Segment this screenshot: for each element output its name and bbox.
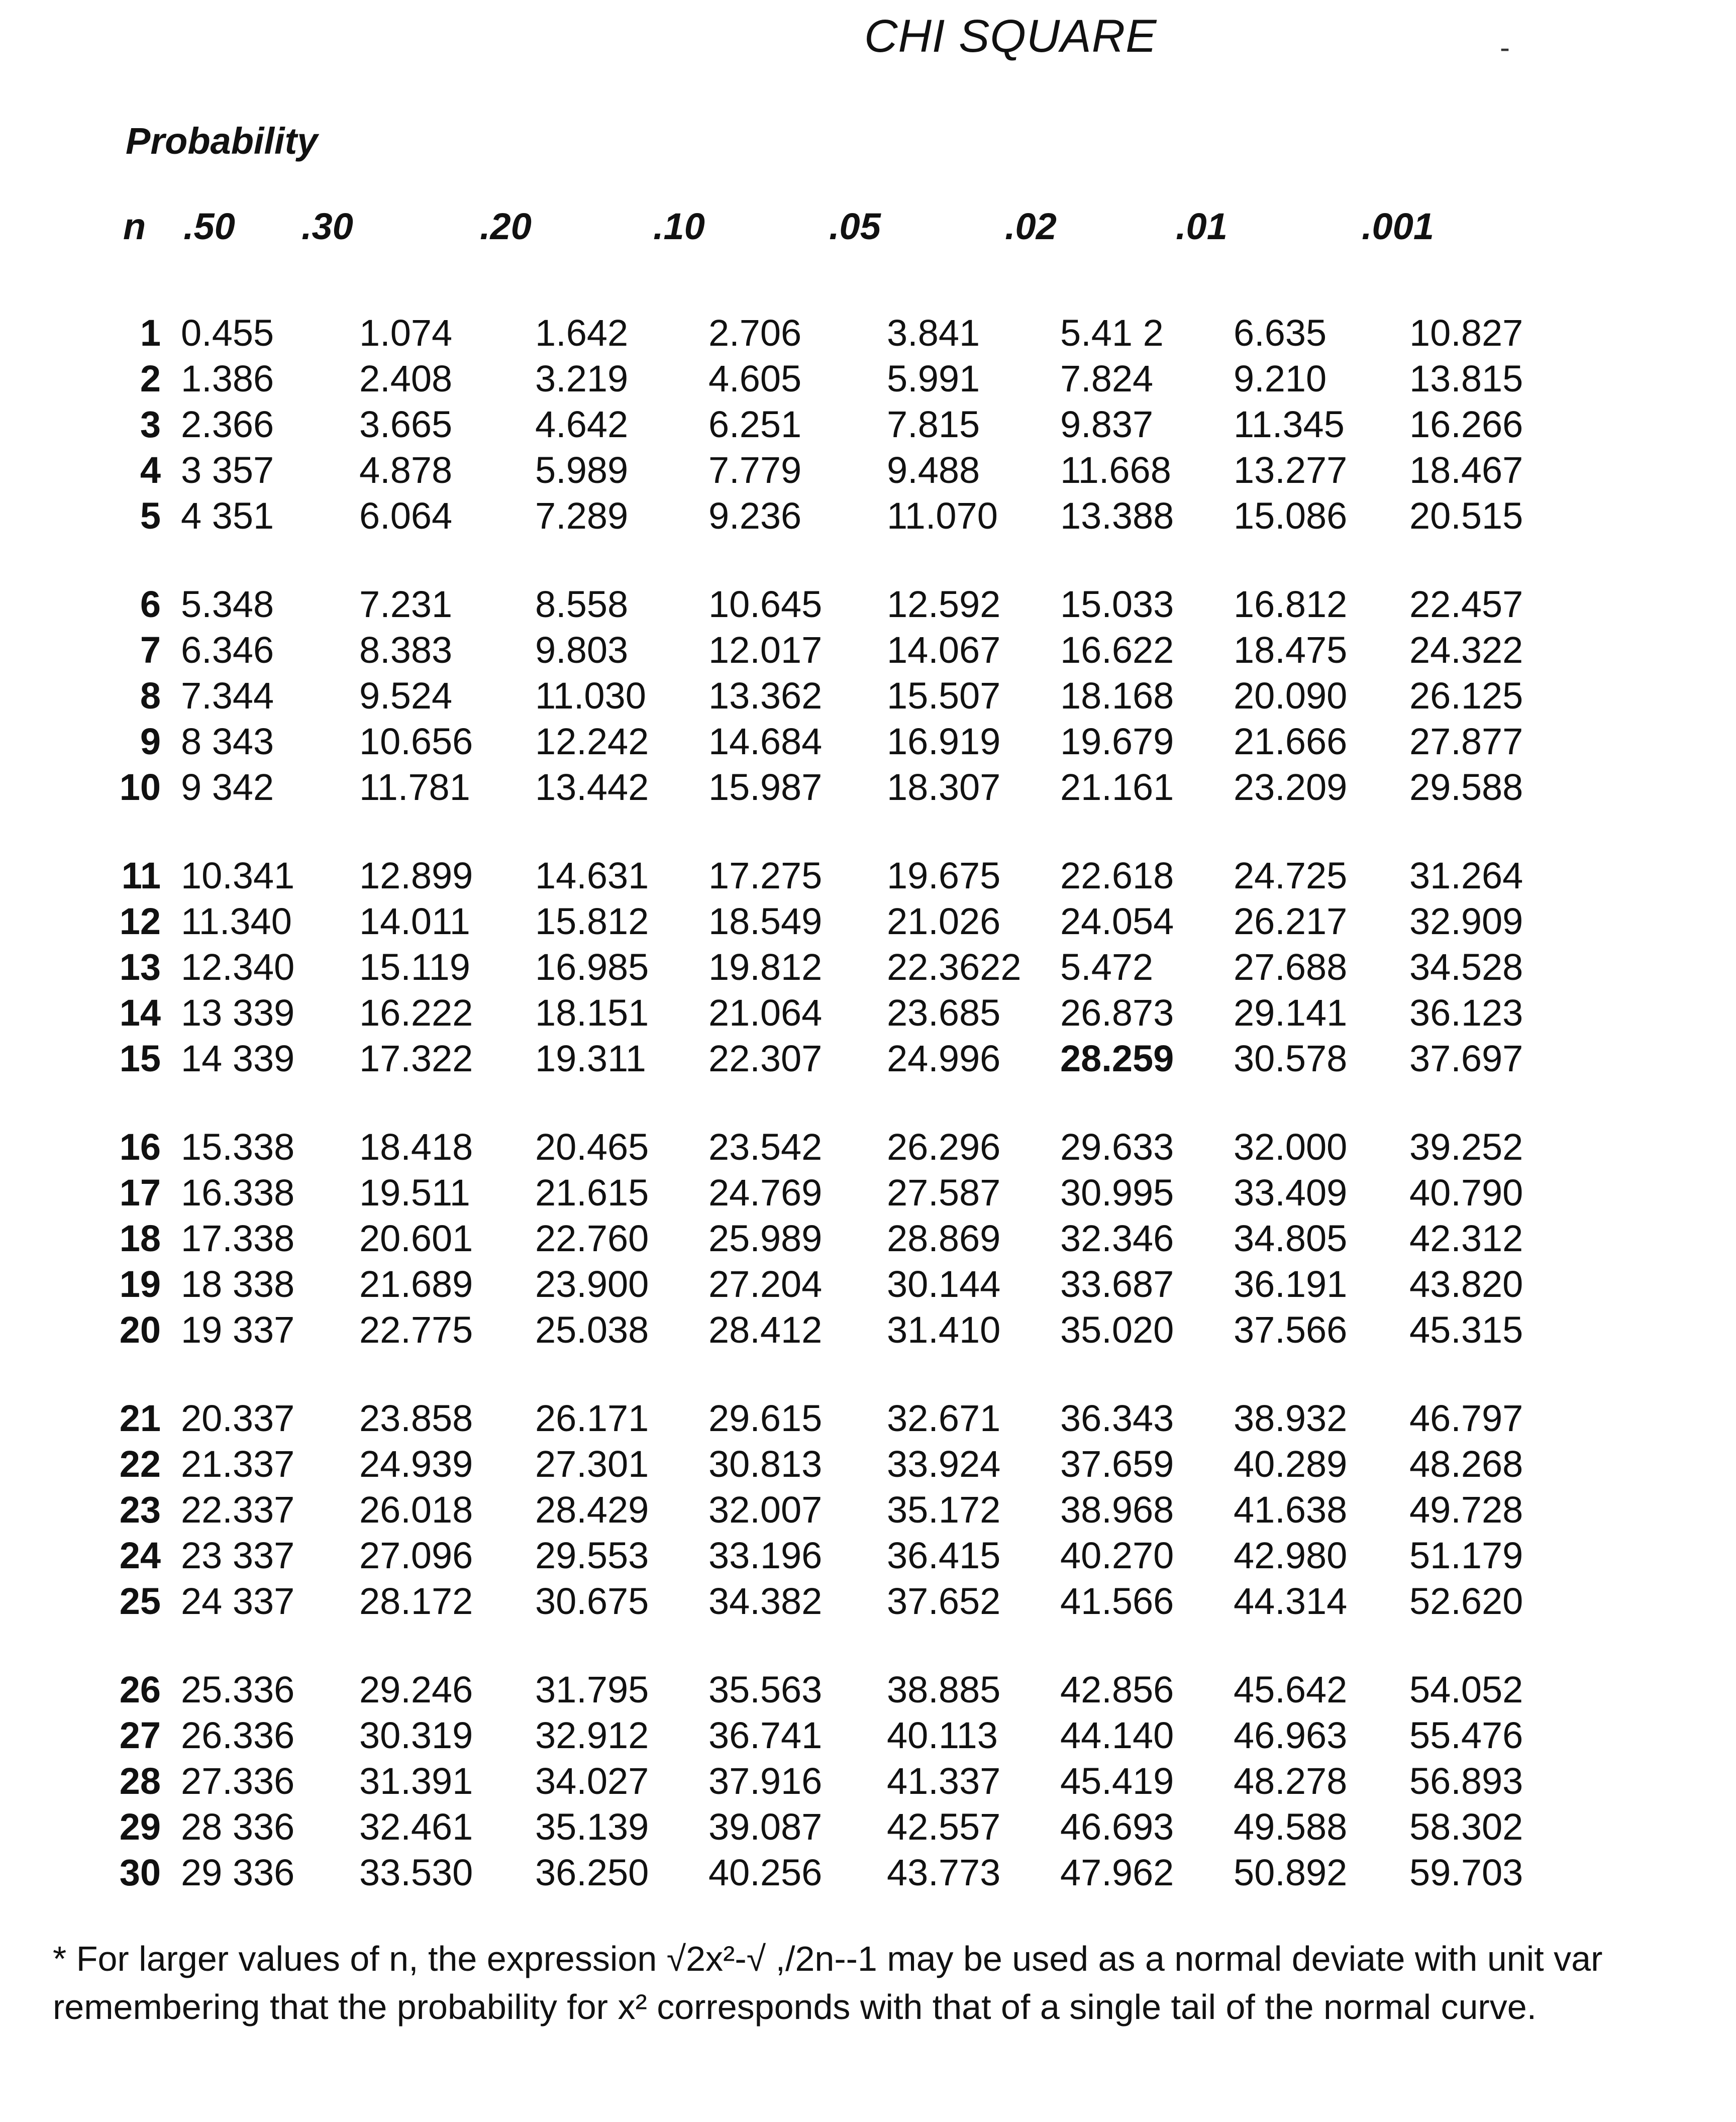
table-cell: 38.968: [1060, 1489, 1174, 1531]
footnote: [53, 1935, 1602, 2031]
table-cell: 11.668: [1060, 449, 1171, 491]
table-cell: 33.409: [1234, 1172, 1348, 1214]
table-cell: 36.741: [708, 1714, 823, 1756]
row-number: 9: [140, 721, 161, 762]
table-cell: 26.018: [359, 1489, 473, 1531]
table-cell: 44.140: [1060, 1714, 1174, 1756]
table-cell: 16.919: [887, 721, 1001, 762]
row-number: 13: [119, 946, 161, 988]
table-cell: 36.123: [1409, 992, 1523, 1034]
table-cell: 36.343: [1060, 1397, 1174, 1439]
table-cell: 20.465: [535, 1126, 649, 1168]
row-number: 19: [119, 1263, 161, 1305]
table-cell: 22.337: [181, 1489, 295, 1531]
table-cell: 30.578: [1234, 1038, 1348, 1079]
table-cell: 12.340: [181, 946, 295, 988]
table-cell: 47.962: [1060, 1852, 1174, 1893]
table-cell: 16.985: [535, 946, 649, 988]
table-cell: 33.530: [359, 1852, 473, 1893]
table-cell: 48.268: [1409, 1443, 1523, 1485]
table-cell: 22.457: [1409, 583, 1523, 625]
table-cell: 18.151: [535, 992, 649, 1034]
table-cell: 16.338: [181, 1172, 295, 1214]
table-cell: 27.877: [1409, 721, 1523, 762]
table-cell: 1.074: [359, 312, 453, 354]
table-cell: 33.924: [887, 1443, 1001, 1485]
table-cell: 28.412: [708, 1309, 823, 1351]
table-cell: 23.858: [359, 1397, 473, 1439]
table-cell: 22.760: [535, 1218, 649, 1259]
table-cell: 42.980: [1234, 1535, 1348, 1576]
table-cell: 46.963: [1234, 1714, 1348, 1756]
table-cell: 7.815: [887, 403, 980, 445]
table-cell: 26.125: [1409, 675, 1523, 717]
table-cell: 5.348: [181, 583, 274, 625]
table-cell: 9.210: [1234, 358, 1327, 399]
table-cell: 12.592: [887, 583, 1001, 625]
table-cell: 16.266: [1409, 403, 1523, 445]
table-cell: 0.455: [181, 312, 274, 354]
table-cell: 34.528: [1409, 946, 1523, 988]
table-cell: 32.909: [1409, 900, 1523, 942]
table-cell: 12.899: [359, 855, 473, 896]
table-cell: 31.391: [359, 1760, 473, 1802]
table-cell: 41.337: [887, 1760, 1001, 1802]
table-cell: 7.231: [359, 583, 453, 625]
header-prob-30: .30: [301, 206, 353, 247]
header-prob-01: .01: [1176, 206, 1228, 247]
table-cell: 19.311: [535, 1038, 646, 1079]
table-cell: 43.773: [887, 1852, 1001, 1893]
table-cell: 29 336: [181, 1852, 295, 1893]
table-cell: 30.995: [1060, 1172, 1174, 1214]
table-cell: 10.827: [1409, 312, 1523, 354]
table-cell: 56.893: [1409, 1760, 1523, 1802]
table-cell: 42.557: [887, 1806, 1001, 1848]
table-cell: 11.070: [887, 495, 998, 537]
table-cell: 14 339: [181, 1038, 295, 1079]
table-cell: 36.250: [535, 1852, 649, 1893]
table-cell: 1.386: [181, 358, 274, 399]
page-title: CHI SQUARE: [864, 11, 1157, 62]
row-number: 14: [119, 992, 161, 1034]
table-cell: 19.812: [708, 946, 823, 988]
table-cell: 52.620: [1409, 1580, 1523, 1622]
table-cell: 28 336: [181, 1806, 295, 1848]
table-cell: 45.315: [1409, 1309, 1523, 1351]
table-cell: 26.336: [181, 1714, 295, 1756]
table-cell: 27.587: [887, 1172, 1001, 1214]
table-cell: 30.675: [535, 1580, 649, 1622]
table-cell: 32.912: [535, 1714, 649, 1756]
table-cell: 21.666: [1234, 721, 1348, 762]
table-cell: 8 343: [181, 721, 274, 762]
table-cell: 49.588: [1234, 1806, 1348, 1848]
row-number: 1: [140, 312, 161, 354]
row-number: 10: [119, 766, 161, 808]
table-cell: 27.204: [708, 1263, 823, 1305]
table-cell: 24.939: [359, 1443, 473, 1485]
table-cell: 40.256: [708, 1852, 823, 1893]
table-cell: 20.601: [359, 1218, 473, 1259]
table-cell: 38.885: [887, 1669, 1001, 1710]
table-cell: 15.338: [181, 1126, 295, 1168]
table-cell: 10.656: [359, 721, 473, 762]
table-cell: 33.196: [708, 1535, 823, 1576]
table-cell: 33.687: [1060, 1263, 1174, 1305]
table-cell: 21.026: [887, 900, 1001, 942]
row-number: 12: [119, 900, 161, 942]
table-cell: 32.007: [708, 1489, 823, 1531]
table-cell: 13.442: [535, 766, 649, 808]
table-cell: 31.795: [535, 1669, 649, 1710]
table-cell: 59.703: [1409, 1852, 1523, 1893]
table-cell: 26.171: [535, 1397, 649, 1439]
table-cell: 1.642: [535, 312, 629, 354]
table-cell: 18.307: [887, 766, 1001, 808]
table-cell: 35.020: [1060, 1309, 1174, 1351]
table-cell: 5.991: [887, 358, 980, 399]
table-cell: 19.675: [887, 855, 1001, 896]
table-cell: 45.419: [1060, 1760, 1174, 1802]
table-cell: 42.856: [1060, 1669, 1174, 1710]
table-cell: 12.242: [535, 721, 649, 762]
table-cell: 20.515: [1409, 495, 1523, 537]
table-cell: 36.191: [1234, 1263, 1348, 1305]
table-cell: 3 357: [181, 449, 274, 491]
footnote-line-1: * For larger values of n, the expression √2x²-√ ,/2n--1 may be used as a normal deviate with unit var: [53, 1939, 1603, 1978]
table-cell: 15.812: [535, 900, 649, 942]
table-cell: 17.275: [708, 855, 823, 896]
table-cell: 7.344: [181, 675, 274, 717]
table-cell: 45.642: [1234, 1669, 1348, 1710]
table-cell: 2.366: [181, 403, 274, 445]
table-cell: 39.087: [708, 1806, 823, 1848]
row-number: 22: [119, 1443, 161, 1485]
table-cell: 7.779: [708, 449, 802, 491]
table-cell: 9.803: [535, 629, 629, 671]
table-cell: 29.553: [535, 1535, 649, 1576]
table-cell: 29.141: [1234, 992, 1348, 1034]
table-cell: 16.812: [1234, 583, 1348, 625]
table-cell: 40.790: [1409, 1172, 1523, 1214]
table-cell: 18 338: [181, 1263, 295, 1305]
table-cell: 15.507: [887, 675, 1001, 717]
table-cell: 17.322: [359, 1038, 473, 1079]
table-cell: 11.781: [359, 766, 470, 808]
table-cell: 32.461: [359, 1806, 473, 1848]
table-cell: 42.312: [1409, 1218, 1523, 1259]
probability-label: Probability: [126, 120, 318, 162]
header-prob-50: .50: [183, 206, 235, 247]
table-cell: 13.362: [708, 675, 823, 717]
corner-mark: -: [1500, 31, 1510, 64]
table-cell: 35.563: [708, 1669, 823, 1710]
table-cell: 21.689: [359, 1263, 473, 1305]
table-cell: 14.011: [359, 900, 470, 942]
table-cell: 6.635: [1234, 312, 1327, 354]
row-number: 15: [119, 1038, 161, 1079]
table-cell: 29.633: [1060, 1126, 1174, 1168]
table-cell: 24.769: [708, 1172, 823, 1214]
row-number: 16: [119, 1126, 161, 1168]
table-cell: 54.052: [1409, 1669, 1523, 1710]
row-number: 28: [119, 1760, 161, 1802]
header-prob-05: .05: [829, 206, 881, 247]
table-cell: 24.322: [1409, 629, 1523, 671]
table-cell: 13.277: [1234, 449, 1348, 491]
table-cell: 8.558: [535, 583, 629, 625]
table-cell: 16.622: [1060, 629, 1174, 671]
row-number: 25: [119, 1580, 161, 1622]
table-cell: 29.246: [359, 1669, 473, 1710]
table-cell: 23.685: [887, 992, 1001, 1034]
table-cell: 22.307: [708, 1038, 823, 1079]
table-cell: 51.179: [1409, 1535, 1523, 1576]
table-cell: 9.488: [887, 449, 980, 491]
table-cell: 22.618: [1060, 855, 1174, 896]
table-cell: 11.030: [535, 675, 646, 717]
table-cell: 24.054: [1060, 900, 1174, 942]
table-cell: 11.345: [1234, 403, 1345, 445]
table-cell: 10.645: [708, 583, 823, 625]
table-cell: 37.697: [1409, 1038, 1523, 1079]
table-cell: 5.41 2: [1060, 312, 1164, 354]
header-prob-10: .10: [653, 206, 705, 247]
table-cell: 50.892: [1234, 1852, 1348, 1893]
table-cell: 11.340: [181, 900, 292, 942]
table-cell: 21.337: [181, 1443, 295, 1485]
row-number: 21: [119, 1397, 161, 1439]
table-cell: 23 337: [181, 1535, 295, 1576]
table-cell: 38.932: [1234, 1397, 1348, 1439]
table-cell: 43.820: [1409, 1263, 1523, 1305]
table-cell: 22.3622: [887, 946, 1022, 988]
table-cell: 16.222: [359, 992, 473, 1034]
table-cell: 25.336: [181, 1669, 295, 1710]
table-cell: 28.869: [887, 1218, 1001, 1259]
row-number: 26: [119, 1669, 161, 1710]
row-number: 5: [140, 495, 161, 537]
table-cell: 4.642: [535, 403, 629, 445]
row-number: 23: [119, 1489, 161, 1531]
table-cell: 36.415: [887, 1535, 1001, 1576]
table-cell: 58.302: [1409, 1806, 1523, 1848]
footnote-line-2: remembering that the probability for x² corresponds with that of a single tail of the normal curve.: [53, 1987, 1537, 2027]
table-cell: 34.382: [708, 1580, 823, 1622]
table-cell: 23.542: [708, 1126, 823, 1168]
row-number: 7: [140, 629, 161, 671]
table-cell: 25.038: [535, 1309, 649, 1351]
row-number: 24: [119, 1535, 161, 1576]
row-number: 29: [119, 1806, 161, 1848]
table-cell: 14.067: [887, 629, 1001, 671]
table-cell: 28.172: [359, 1580, 473, 1622]
table-cell: 27.336: [181, 1760, 295, 1802]
table-cell: 21.161: [1060, 766, 1174, 808]
table-cell: 40.289: [1234, 1443, 1348, 1485]
table-cell: 8.383: [359, 629, 453, 671]
table-cell: 18.549: [708, 900, 823, 942]
table-cell: 4.878: [359, 449, 453, 491]
table-cell: 30.813: [708, 1443, 823, 1485]
header-prob-02: .02: [1005, 206, 1057, 247]
table-cell: 49.728: [1409, 1489, 1523, 1531]
table-cell: 41.638: [1234, 1489, 1348, 1531]
table-cell: 22.775: [359, 1309, 473, 1351]
table-cell: 12.017: [708, 629, 823, 671]
table-cell: 31.410: [887, 1309, 1001, 1351]
row-number: 17: [119, 1172, 161, 1214]
row-number: 18: [119, 1218, 161, 1259]
table-cell: 13.815: [1409, 358, 1523, 399]
table-cell: 27.301: [535, 1443, 649, 1485]
table-cell: 3.665: [359, 403, 453, 445]
table-cell: 4.605: [708, 358, 802, 399]
table-cell: 34.805: [1234, 1218, 1348, 1259]
table-cell: 5.989: [535, 449, 629, 491]
table-cell: 21.064: [708, 992, 823, 1034]
row-number: 20: [119, 1309, 161, 1351]
table-cell: 30.144: [887, 1263, 1001, 1305]
table-cell: 6.346: [181, 629, 274, 671]
table-cell: 35.139: [535, 1806, 649, 1848]
table-cell: 21.615: [535, 1172, 649, 1214]
table-cell: 6.064: [359, 495, 453, 537]
row-number: 2: [140, 358, 161, 399]
table-cell: 23.209: [1234, 766, 1348, 808]
table-cell: 20.090: [1234, 675, 1348, 717]
table-cell: 40.270: [1060, 1535, 1174, 1576]
table-cell: 46.693: [1060, 1806, 1174, 1848]
table-cell: 55.476: [1409, 1714, 1523, 1756]
table-cell: 27.096: [359, 1535, 473, 1576]
table-cell: 13 339: [181, 992, 295, 1034]
table-cell: 46.797: [1409, 1397, 1523, 1439]
table-cell: 24.996: [887, 1038, 1001, 1079]
table-cell: 37.659: [1060, 1443, 1174, 1485]
row-number: 30: [119, 1852, 161, 1893]
table-cell: 20.337: [181, 1397, 295, 1439]
table-cell: 30.319: [359, 1714, 473, 1756]
table-cell: 40.113: [887, 1714, 998, 1756]
table-cell: 2.408: [359, 358, 453, 399]
row-number: 3: [140, 403, 161, 445]
table-cell: 13.388: [1060, 495, 1174, 537]
table-cell: 37.916: [708, 1760, 823, 1802]
table-cell: 31.264: [1409, 855, 1523, 896]
table-cell: 14.631: [535, 855, 649, 896]
row-number: 11: [121, 855, 161, 896]
table-cell: 28.429: [535, 1489, 649, 1531]
table-cell: 34.027: [535, 1760, 649, 1802]
table-cell: 44.314: [1234, 1580, 1348, 1622]
table-cell: 7.289: [535, 495, 629, 537]
table-cell: 15.119: [359, 946, 470, 988]
table-cell: 24 337: [181, 1580, 295, 1622]
table-cell: 15.033: [1060, 583, 1174, 625]
table-cell: 3.219: [535, 358, 629, 399]
table-cell: 37.652: [887, 1580, 1001, 1622]
table-cell: 10.341: [181, 855, 295, 896]
table-cell: 18.467: [1409, 449, 1523, 491]
row-number: 8: [140, 675, 161, 717]
table-cell: 18.418: [359, 1126, 473, 1168]
table-cell: 19.679: [1060, 721, 1174, 762]
table-cell: 9.236: [708, 495, 802, 537]
table-cell: 3.841: [887, 312, 980, 354]
header-prob-001: .001: [1362, 206, 1435, 247]
table-cell: 29.615: [708, 1397, 823, 1439]
table-cell: 18.168: [1060, 675, 1174, 717]
table-cell: 2.706: [708, 312, 802, 354]
table-cell: 18.475: [1234, 629, 1348, 671]
table-cell: 26.296: [887, 1126, 1001, 1168]
table-cell: 32.000: [1234, 1126, 1348, 1168]
table-cell: 28.259: [1060, 1038, 1174, 1079]
table-cell: 39.252: [1409, 1126, 1523, 1168]
table-cell: 15.987: [708, 766, 823, 808]
table-cell: 24.725: [1234, 855, 1348, 896]
table-cell: 29.588: [1409, 766, 1523, 808]
table-cell: 26.217: [1234, 900, 1348, 942]
row-number: 6: [140, 583, 161, 625]
table-cell: 32.671: [887, 1397, 1001, 1439]
table-cell: 9.524: [359, 675, 453, 717]
table-cell: 25.989: [708, 1218, 823, 1259]
table-cell: 41.566: [1060, 1580, 1174, 1622]
table-cell: 27.688: [1234, 946, 1348, 988]
table-cell: 32.346: [1060, 1218, 1174, 1259]
row-number: 4: [140, 449, 161, 491]
header-prob-20: .20: [480, 206, 532, 247]
table-cell: 37.566: [1234, 1309, 1348, 1351]
table-cell: 4 351: [181, 495, 274, 537]
table-cell: 9.837: [1060, 403, 1154, 445]
table-cell: 5.472: [1060, 946, 1154, 988]
table-cell: 26.873: [1060, 992, 1174, 1034]
table-cell: 6.251: [708, 403, 802, 445]
table-cell: 19.511: [359, 1172, 470, 1214]
header-n: n: [123, 206, 146, 247]
table-cell: 35.172: [887, 1489, 1001, 1531]
table-cell: 23.900: [535, 1263, 649, 1305]
table-cell: 15.086: [1234, 495, 1348, 537]
row-number: 27: [119, 1714, 161, 1756]
table-cell: 14.684: [708, 721, 823, 762]
table-cell: 7.824: [1060, 358, 1154, 399]
table-cell: 48.278: [1234, 1760, 1348, 1802]
table-cell: 9 342: [181, 766, 274, 808]
table-cell: 19 337: [181, 1309, 295, 1351]
table-cell: 17.338: [181, 1218, 295, 1259]
